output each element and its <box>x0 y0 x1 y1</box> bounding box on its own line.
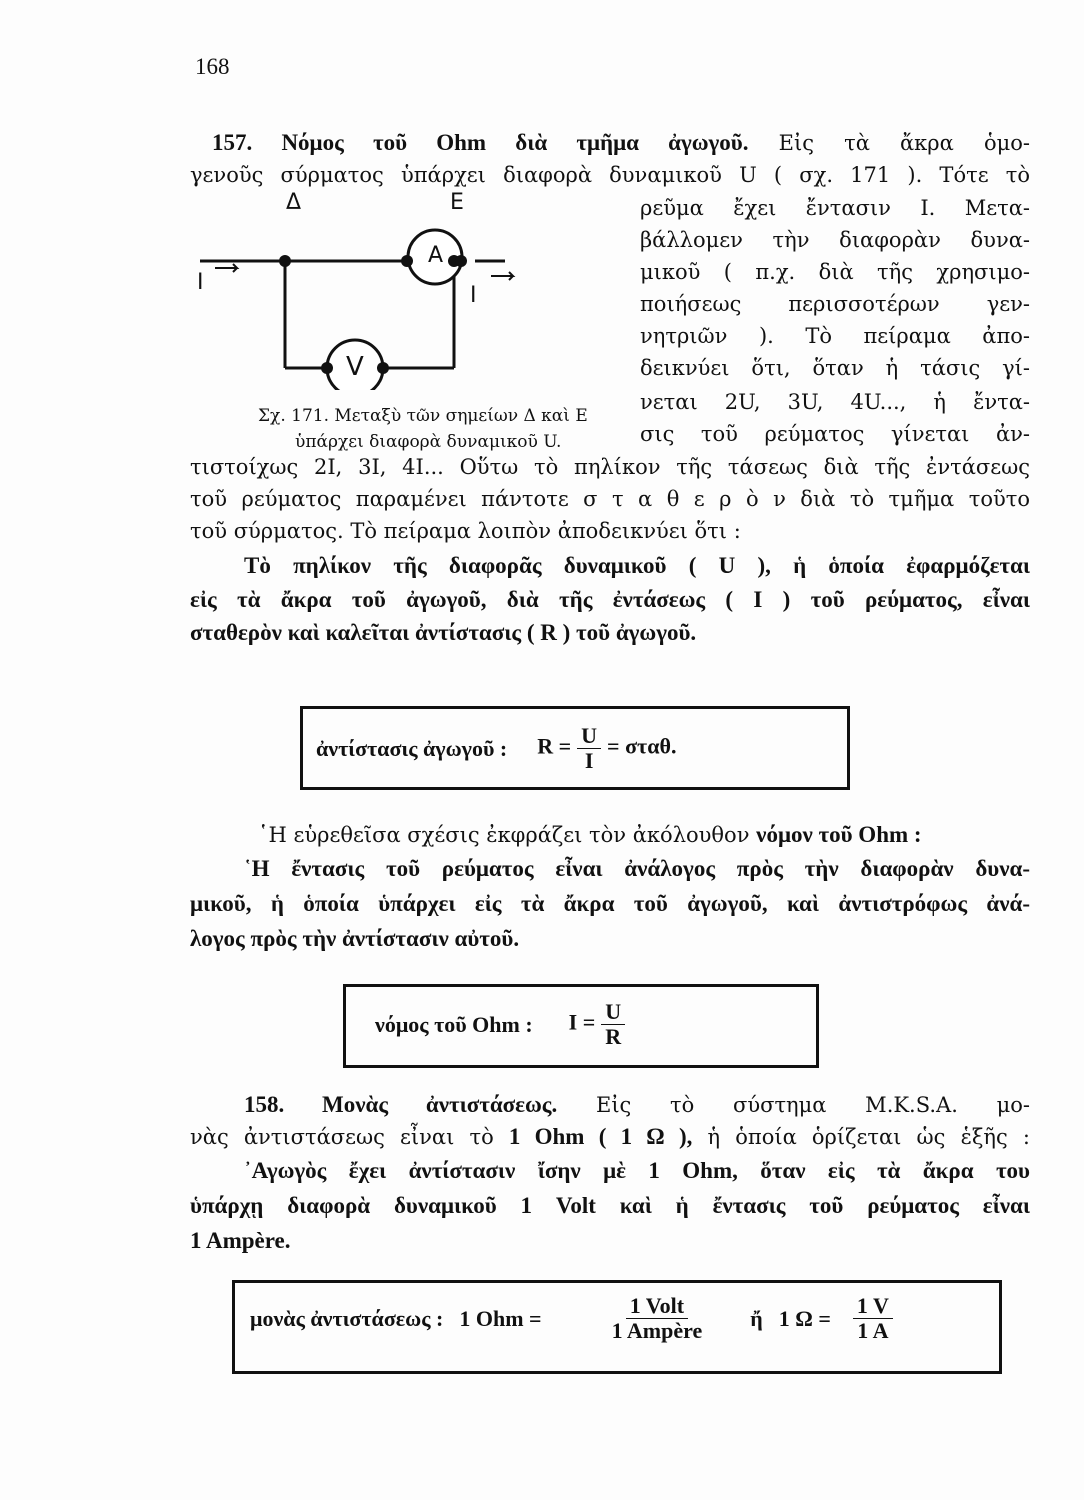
text: νόμον τοῦ Ohm : <box>756 822 922 847</box>
unit-definition-line: 1 Ampère. <box>190 1228 291 1253</box>
voltmeter-label: V <box>346 352 364 382</box>
figure-caption-1: Σχ. 171. Μεταξὺ τῶν σημείων Δ καὶ E <box>258 406 588 426</box>
side-line: σις τοῦ ρεύματος γίνεται ἀν- <box>640 422 1030 446</box>
text: ῾Η εὑρεθεῖσα σχέσις ἐκφράζει τὸν ἀκόλουθον <box>258 823 750 847</box>
definition-line: εἰς τὰ ἄκρα τοῦ ἀγωγοῦ, διὰ τῆς ἐντάσεως ( I ) τοῦ ρεύματος, εἶναι <box>190 587 1030 612</box>
numerator: U <box>601 1000 625 1025</box>
side-line: νεται 2U, 3U, 4U..., ἡ ἔντα- <box>640 390 1030 414</box>
text-line: τιστοίχως 2I, 3I, 4I... Οὕτω τὸ πηλίκον τῆς τάσεως διὰ τῆς ἐντάσεως <box>190 455 1030 479</box>
formula-label: μονὰς ἀντιστάσεως : <box>250 1305 444 1331</box>
law-line: μικοῦ, ἡ ὁποία ὑπάρχει εἰς τὰ ἄκρα τοῦ ἀγωγοῦ, καὶ ἀντιστρόφως ἀνά- <box>190 891 1030 916</box>
formula-lhs: R = <box>537 733 572 759</box>
numerator: 1 Volt <box>626 1294 688 1319</box>
section-157-line-1 <box>212 130 1030 156</box>
section-158-line-1 <box>244 1092 1030 1118</box>
law-intro <box>258 822 922 848</box>
page-number: 168 <box>195 54 230 79</box>
denominator: I <box>584 748 594 774</box>
ohms-law-box <box>343 984 819 1068</box>
section-157-line-2: γενοῦς σύρματος ὑπάρχει διαφορὰ δυναμικοῦ U ( σχ. 171 ). Τότε τὸ <box>190 163 1030 187</box>
law-line: ῾Η ἔντασις τοῦ ρεύματος εἶναι ἀνάλογος πρὸς τὴν διαφορὰν δυνα- <box>244 856 1030 881</box>
unit-definition-line: ὑπάρχῃ διαφορὰ δυναμικοῦ 1 Volt καὶ ἡ ἔντασις τοῦ ρεύματος εἶναι <box>190 1193 1030 1218</box>
ammeter-label: A <box>428 243 444 268</box>
label-delta: Δ <box>286 190 302 215</box>
formula-lhs: 1 Ohm = <box>459 1305 542 1331</box>
resistance-formula-box <box>300 706 850 790</box>
text-line: τοῦ ρεύματος παραμένει πάντοτε σ τ α θ ε ρ ὸ ν διὰ τὸ τμῆμα τοῦτο <box>190 487 1030 511</box>
side-line: βάλλομεν τὴν διαφορὰν δυνα- <box>640 228 1030 252</box>
text-line: τοῦ σύρματος. Τὸ πείραμα λοιπὸν ἀποδεικνύει ὅτι : <box>190 519 741 543</box>
side-line: δεικνύει ὅτι, ὅταν ἡ τάσις γί- <box>640 356 1030 380</box>
denominator: R <box>605 1024 622 1050</box>
formula-rhs: = σταθ. <box>607 733 677 759</box>
formula-label: ἀντίστασις ἀγωγοῦ : <box>316 735 508 761</box>
denominator: 1 A <box>857 1318 889 1344</box>
denominator: 1 Ampère <box>611 1318 703 1344</box>
label-e: E <box>450 190 464 215</box>
text: Εἰς τὰ ἄκρα ὁμο- <box>778 131 1030 155</box>
numerator: U <box>577 724 601 749</box>
section-158-line-2 <box>190 1124 1030 1150</box>
unit-definition-line: ᾿Αγωγὸς ἔχει ἀντίστασιν ἴσην μὲ 1 Ohm, ὅταν εἰς τὰ ἄκρα του <box>244 1158 1030 1183</box>
text: 1 Ohm ( 1 Ω ), <box>508 1124 693 1149</box>
side-line: ποιήσεως περισσοτέρων γεν- <box>640 292 1030 316</box>
current-label-right: I <box>470 283 477 308</box>
side-line: νητριῶν ). Τὸ πείραμα ἀπο- <box>640 324 1030 348</box>
section-157-heading: 157. Νόμος τοῦ Ohm διὰ τμῆμα ἀγωγοῦ. <box>212 130 749 155</box>
text: Εἰς τὸ σύστημα M.K.S.A. μο- <box>595 1093 1030 1117</box>
side-line: ρεῦμα ἔχει ἔντασιν I. Μετα- <box>640 196 1030 220</box>
numerator: 1 V <box>853 1294 893 1319</box>
unit-formula-box <box>232 1280 1002 1374</box>
text: νὰς ἀντιστάσεως εἶναι τὸ <box>190 1125 494 1149</box>
side-line: μικοῦ ( π.χ. διὰ τῆς χρησιμο- <box>640 260 1030 284</box>
formula-lhs-2: 1 Ω = <box>778 1305 831 1331</box>
definition-line: Τὸ πηλίκον τῆς διαφορᾶς δυναμικοῦ ( U ), ἡ ὁποία ἐφαρμόζεται <box>244 553 1030 578</box>
formula-lhs: I = <box>568 1009 596 1035</box>
formula-label: νόμος τοῦ Ohm : <box>375 1011 533 1037</box>
or-word: ἤ <box>750 1305 763 1331</box>
current-label-left: I <box>197 270 204 295</box>
law-line: λογος πρὸς τὴν ἀντίστασιν αὐτοῦ. <box>190 926 520 951</box>
section-158-heading: 158. Μονὰς ἀντιστάσεως. <box>244 1092 558 1117</box>
figure-caption-2: ὑπάρχει διαφορὰ δυναμικοῦ U. <box>295 432 562 452</box>
text: ἡ ὁποία ὁρίζεται ὡς ἑξῆς : <box>707 1125 1030 1149</box>
definition-line: σταθερὸν καὶ καλεῖται ἀντίστασις ( R ) τοῦ ἀγωγοῦ. <box>190 620 697 645</box>
